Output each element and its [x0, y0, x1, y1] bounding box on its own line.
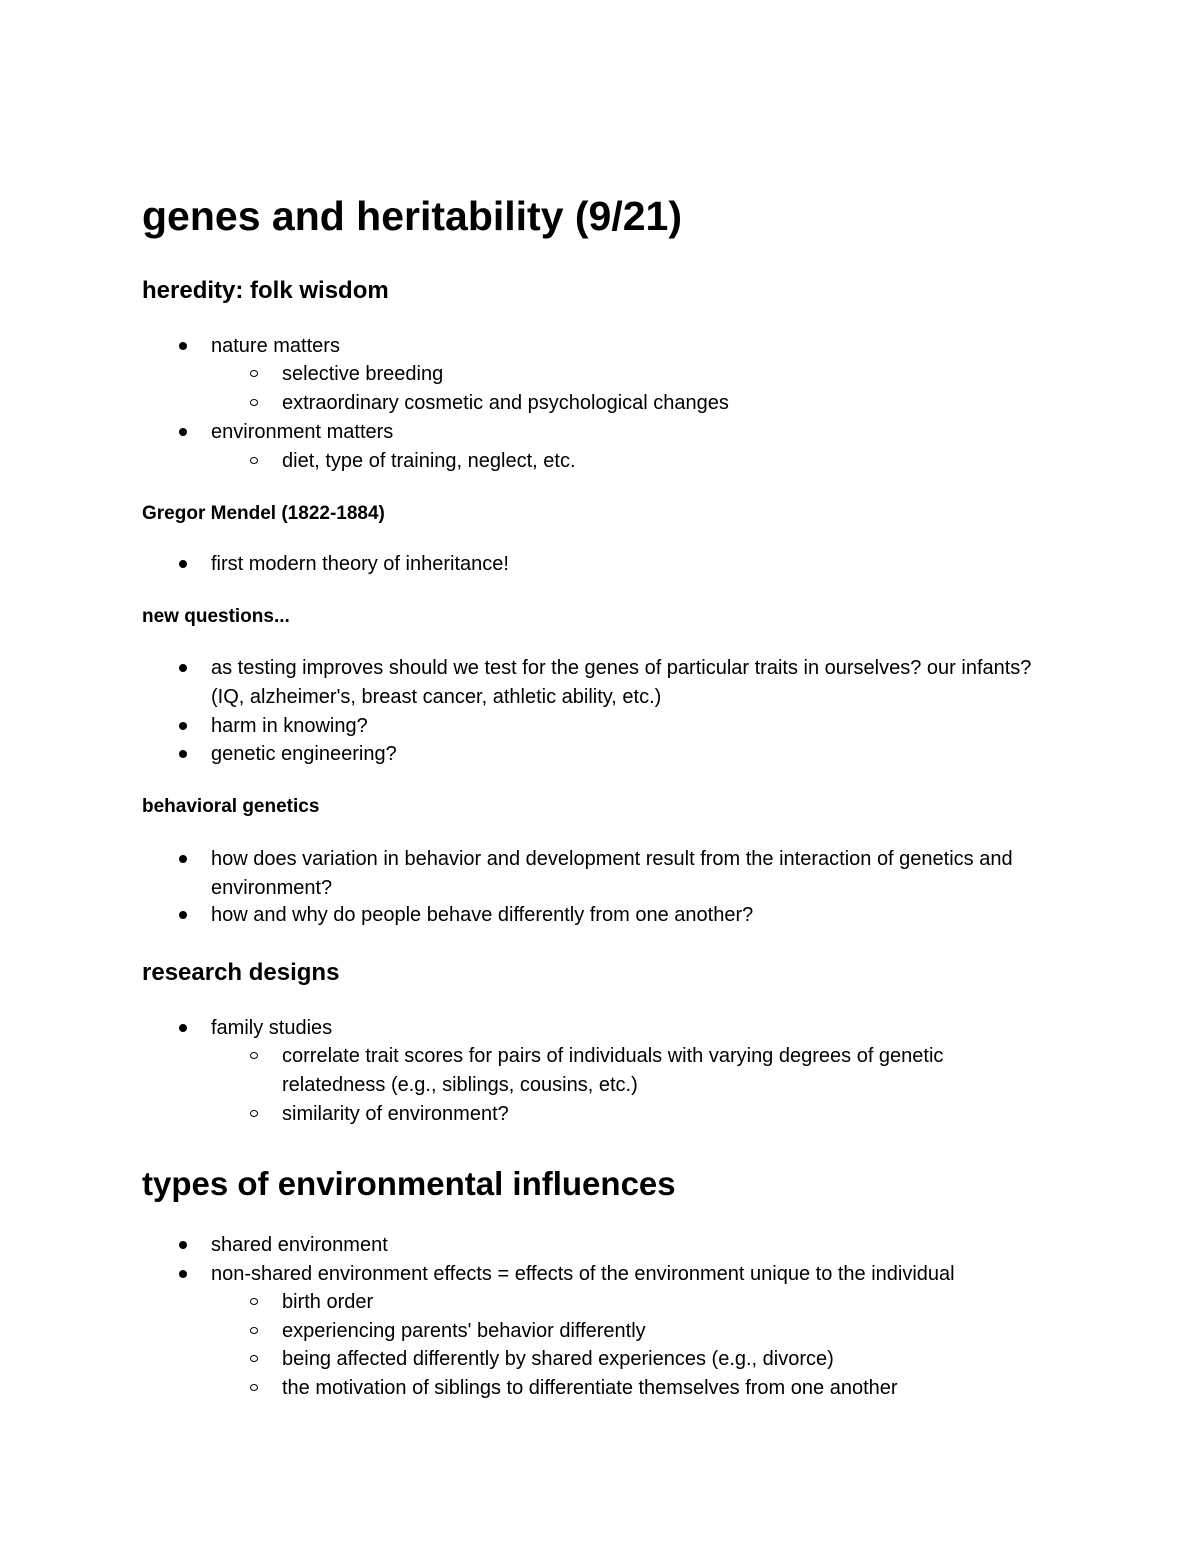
list-item	[282, 1317, 1042, 1346]
page-title: genes and heritability (9/21)	[142, 193, 682, 239]
heading-environmental-influences: types of environmental influences	[142, 1165, 676, 1202]
list-item-text: birth order	[282, 1291, 374, 1313]
bullet-icon	[179, 1241, 187, 1249]
bullet-icon	[179, 428, 187, 436]
list-item	[282, 360, 1042, 389]
list-item	[211, 712, 1041, 741]
list-item-text: as testing improves should we test for the genes of particular traits in ourselves? our infants? (IQ, alzheimer's, breast cancer, athletic ability, etc.)	[211, 657, 1032, 708]
hollow-bullet-icon	[250, 1384, 258, 1391]
list-item	[211, 901, 1041, 930]
list-item-text: experiencing parents' behavior differently	[282, 1320, 646, 1342]
list-item-text: how and why do people behave differently from one another?	[211, 904, 754, 926]
list-item-text: shared environment	[211, 1234, 388, 1256]
hollow-bullet-icon	[250, 399, 258, 406]
list-item	[211, 1260, 1041, 1289]
bullet-icon	[179, 1024, 187, 1032]
bullet-icon	[179, 722, 187, 730]
bullet-icon	[179, 1270, 187, 1278]
list-item	[211, 845, 1041, 902]
list-item	[211, 654, 1041, 711]
list-item-text: non-shared environment effects = effects of the environment unique to the individual	[211, 1263, 955, 1285]
heading-behavioral-genetics: behavioral genetics	[142, 796, 320, 817]
list-item-text: the motivation of siblings to differentiate themselves from one another	[282, 1377, 898, 1399]
hollow-bullet-icon	[250, 1298, 258, 1305]
bullet-icon	[179, 342, 187, 350]
list-item-text: being affected differently by shared experiences (e.g., divorce)	[282, 1348, 834, 1370]
list-item	[211, 418, 1041, 447]
list-item-text: correlate trait scores for pairs of individuals with varying degrees of genetic relatedness (e.g., siblings, cousins, etc.)	[282, 1045, 944, 1096]
list-item-text: harm in knowing?	[211, 715, 368, 737]
list-item-text: nature matters	[211, 335, 340, 357]
heading-new-questions: new questions...	[142, 606, 290, 627]
hollow-bullet-icon	[250, 370, 258, 377]
list-item	[211, 740, 1041, 769]
list-item	[282, 447, 1042, 476]
list-item	[282, 1374, 1042, 1403]
bullet-icon	[179, 855, 187, 863]
heading-heredity: heredity: folk wisdom	[142, 277, 389, 304]
list-item-text: how does variation in behavior and development result from the interaction of genetics and environment?	[211, 848, 1013, 899]
list-item	[211, 332, 1041, 361]
bullet-icon	[179, 750, 187, 758]
list-item-text: similarity of environment?	[282, 1103, 509, 1125]
heading-mendel: Gregor Mendel (1822-1884)	[142, 503, 385, 524]
hollow-bullet-icon	[250, 1327, 258, 1334]
hollow-bullet-icon	[250, 1355, 258, 1362]
list-item	[282, 389, 1042, 418]
list-item-text: diet, type of training, neglect, etc.	[282, 450, 576, 472]
list-item	[282, 1345, 1042, 1374]
heading-research-designs: research designs	[142, 959, 340, 986]
list-item	[211, 550, 1041, 579]
list-item	[282, 1042, 1042, 1099]
list-item	[211, 1014, 1041, 1043]
hollow-bullet-icon	[250, 1052, 258, 1059]
list-item	[282, 1100, 1042, 1129]
hollow-bullet-icon	[250, 457, 258, 464]
list-item	[211, 1231, 1041, 1260]
bullet-icon	[179, 664, 187, 672]
bullet-icon	[179, 560, 187, 568]
list-item-text: genetic engineering?	[211, 743, 397, 765]
bullet-icon	[179, 911, 187, 919]
list-item	[282, 1288, 1042, 1317]
list-item-text: family studies	[211, 1017, 333, 1039]
hollow-bullet-icon	[250, 1110, 258, 1117]
list-item-text: extraordinary cosmetic and psychological changes	[282, 392, 729, 414]
list-item-text: first modern theory of inheritance!	[211, 553, 509, 575]
list-item-text: selective breeding	[282, 363, 444, 385]
list-item-text: environment matters	[211, 421, 394, 443]
